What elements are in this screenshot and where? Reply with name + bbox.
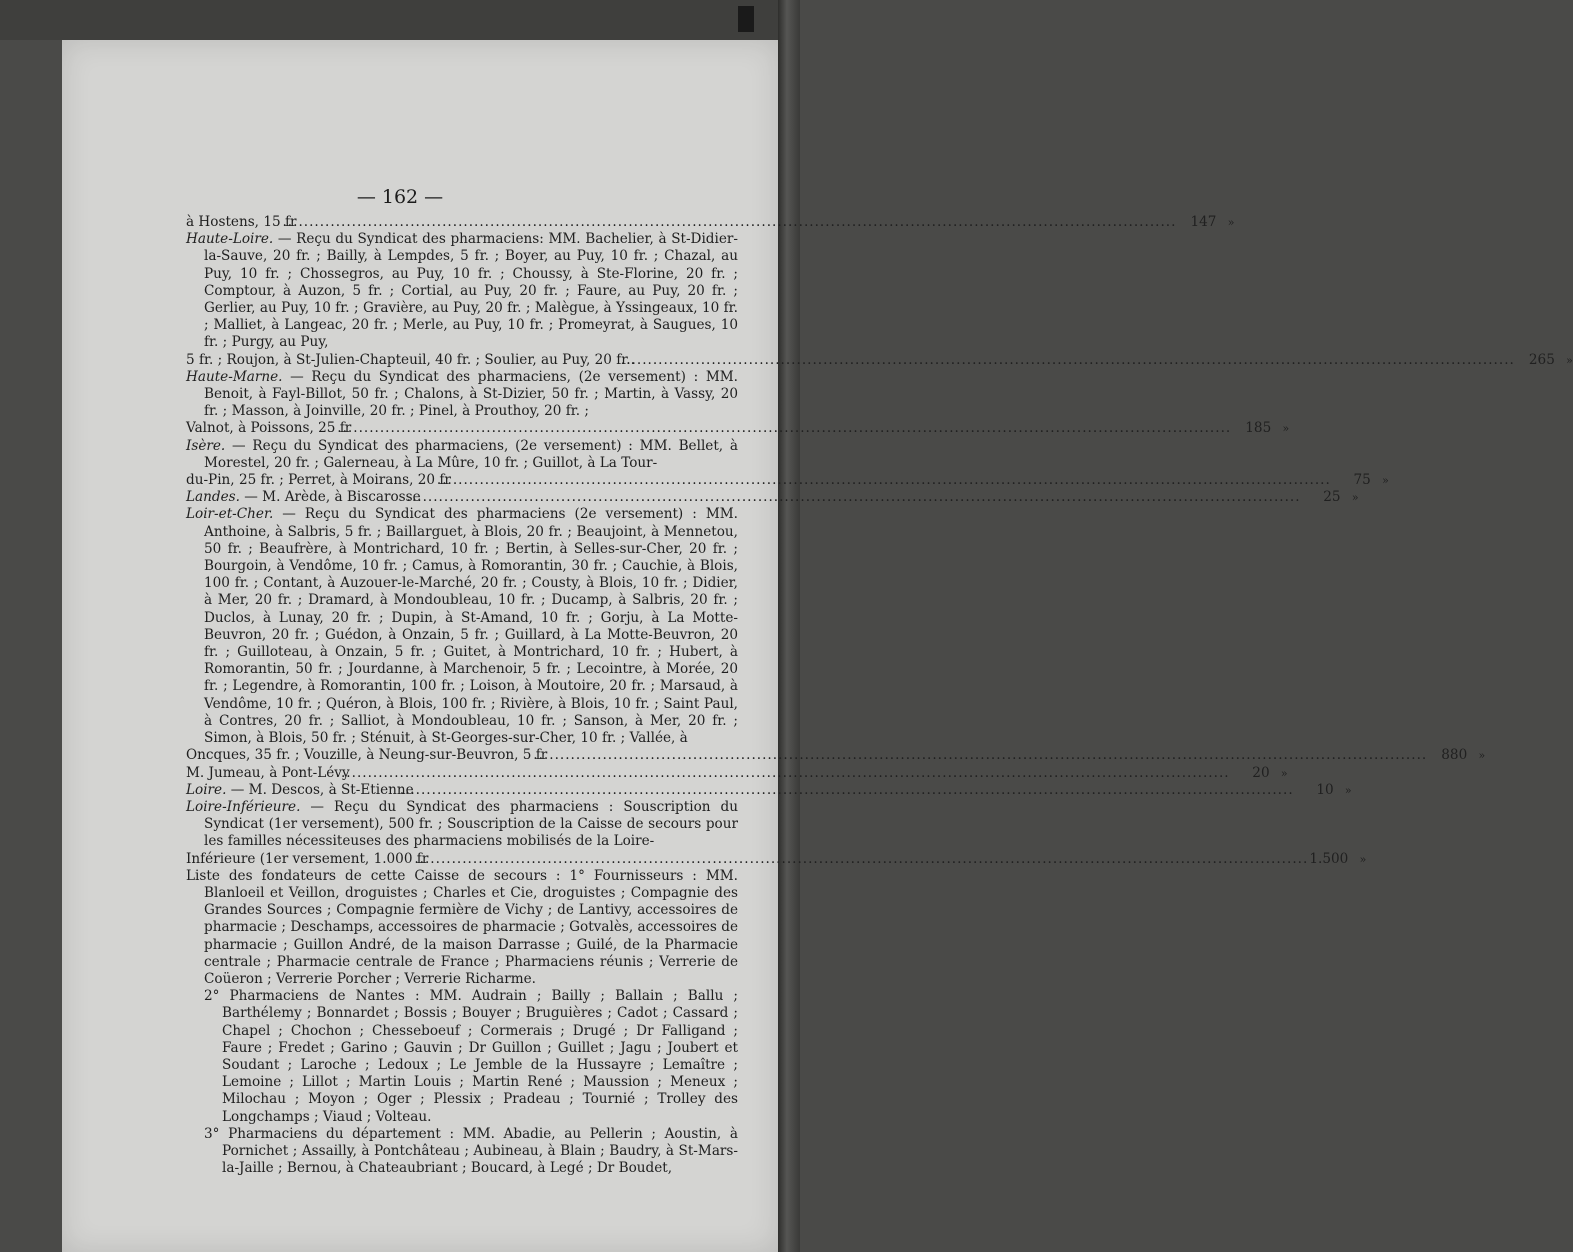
- leader-dots: [455, 472, 1331, 489]
- leader-dots: [425, 489, 1301, 506]
- entry-last-line: [186, 489, 421, 506]
- entry-loire: [186, 781, 1352, 799]
- entry-amount: 10: [1316, 781, 1334, 798]
- entry-ditto-mark: »: [1359, 852, 1367, 866]
- leader-dots: [300, 214, 1176, 231]
- entry-last-line: [186, 420, 352, 437]
- entry-ditto-mark: »: [1351, 491, 1359, 505]
- founders-departement: 3° Pharmaciens du département : MM. Abadie, au Pellerin ; Aoustin, à Pornichet ; Assailly, à Pontchâteau ; Aubineau, à Blain ; Baudry, à St-Mars-la-Jaille ; Bernou, à Chateaubriant ; Boucard, à Legé ; Dr Boudet,: [204, 1125, 738, 1177]
- entry-text: [186, 368, 738, 421]
- entry-amount: 185: [1245, 420, 1272, 437]
- entry-amount: 1.500: [1309, 850, 1349, 867]
- entry-last-text: — M. Arède, à Biscarosse: [239, 489, 421, 506]
- entry-amount: 880: [1441, 747, 1468, 764]
- entry-heading: Loire-Inférieure.: [186, 798, 301, 815]
- entry-total-line: [186, 214, 1235, 231]
- entry-last-text: Valnot, à Poissons, 25 fr: [186, 420, 352, 437]
- entry-total-line: [186, 850, 1367, 868]
- leader-dots: [418, 782, 1294, 799]
- entry-amount: 25: [1323, 489, 1341, 506]
- entry-loire-inferieure: [186, 798, 1367, 868]
- page-number: — 162 —: [356, 186, 444, 208]
- entry-text: [186, 798, 738, 851]
- leader-dots: [355, 420, 1231, 437]
- leader-dots: [639, 352, 1515, 369]
- entry-boucher: [186, 214, 1235, 231]
- entry-total-line: [186, 489, 1359, 506]
- entry-ditto-mark: »: [1478, 749, 1486, 763]
- entry-last-text: 5 fr. ; Roujon, à St-Julien-Chapteuil, 40 fr. ; Soulier, au Puy, 20 fr..: [186, 351, 635, 368]
- entry-body: — Reçu du Syndicat des pharmaciens (2e versement) : MM. Anthoine, à Salbris, 5 fr. ; Baillarguet, à Blois, 20 fr. ; Beaujoint, à Mennetou, 50 fr. ; Beaufrère, à Montrichard, 10 fr. ; Bertin, à Selles-sur-Cher, 20 fr. ; Bourgoin, à Vendôme, 10 fr. ; Camus, à Romorantin, 30 fr. ; Cauchie, à Blois, 100 fr. ; Contant, à Auzouer-le-Marché, 20 fr. ; Cousty, à Blois, 10 fr. ; Didier, à Mer, 20 fr. ; Dramard, à Mondoubleau, 10 fr. ; Ducamp, à Salbris, 20 fr. ; Duclos, à Lunay, 20 fr. ; Dupin, à St-Amand, 10 fr. ; Gorju, à La Motte-Beuvron, 20 fr. ; Guédon, à Onzain, 5 fr. ; Guillard, à La Motte-Beuvron, 20 fr. ; Guilloteau, à Onzain, 5 fr. ; Guitet, à Montrichard, 10 fr. ; Hubert, à Romorantin, 50 fr. ; Jourdanne, à Marchenoir, 5 fr. ; Lecointre, à Morée, 20 fr. ; Legendre, à Romorantin, 100 fr. ; Loison, à Moutoire, 20 fr. ; Marsaud, à Vendôme, 10 fr. ; Quéron, à Blois, 100 fr. ; Rivière, à Blois, 10 fr. ; Saint Paul, à Contres, 20 fr. ; Salliot, à Mondoubleau, 10 fr. ; Sanson, à Mer, 20 fr. ; Simon, à Blois, 50 fr. ; Sténuit, à St-Georges-sur-Cher, 10 fr. ; Vallée, à: [204, 506, 738, 747]
- entry-amount: 75: [1353, 472, 1371, 489]
- entry-body: — Reçu du Syndicat des pharmaciens, (2e versement) : MM. Benoit, à Fayl-Billot, 50 fr. ; Chalons, à St-Dizier, 50 fr. ; Martin, à Vassy, 20 fr. ; Masson, à Joinville, 20 fr. ; Pinel, à Prouthoy, 20 fr. ;: [204, 368, 738, 420]
- entry-last-line: [186, 472, 451, 489]
- entry-heading: Haute-Loire.: [186, 231, 274, 248]
- entry-isere: [186, 437, 1389, 490]
- entry-total-line: [186, 747, 1486, 764]
- subscription-list: [186, 214, 1573, 868]
- leader-dots: [551, 747, 1427, 764]
- entry-jumeau: [186, 764, 1288, 782]
- entry-ditto-mark: »: [1344, 783, 1352, 797]
- entry-amount: 147: [1190, 214, 1217, 230]
- entry-last-text: du-Pin, 25 fr. ; Perret, à Moirans, 20 fr: [186, 472, 451, 489]
- entry-last-line: [186, 747, 548, 764]
- entry-ditto-mark: »: [1282, 422, 1290, 436]
- entry-last-line: [186, 850, 429, 868]
- entry-heading: Isère.: [186, 437, 226, 454]
- entry-total-line: [186, 764, 1288, 782]
- entry-haute-loire: [186, 231, 1573, 369]
- entry-last-line: [186, 764, 350, 782]
- scan-registration-mark: [738, 6, 754, 32]
- entry-last-line: [186, 781, 414, 799]
- entry-text: [186, 506, 738, 747]
- entry-body: — Reçu du Syndicat des pharmaciens: MM. Bachelier, à St-Didier-la-Sauve, 20 fr. ; Bailly, à Lempdes, 5 fr. ; Boyer, au Puy, 10 fr. ; Chazal, au Puy, 10 fr. ; Chossegros, au Puy, 10 fr. ; Choussy, à Ste-Florine, 20 fr. ; Comptour, à Auzon, 5 fr. ; Cortial, au Puy, 20 fr. ; Faure, au Puy, 20 fr. ; Gerlier, au Puy, 10 fr. ; Gravière, au Puy, 20 fr. ; Malègue, à Yssingeaux, 10 fr. ; Malliet, à Langeac, 20 fr. ; Merle, au Puy, 10 fr. ; Promeyrat, à Saugues, 10 fr. ; Purgy, au Puy,: [204, 231, 738, 351]
- entry-loir-et-cher: [186, 506, 1486, 764]
- entry-landes: [186, 489, 1359, 506]
- entry-haute-marne: [186, 368, 1290, 438]
- entry-ditto-mark: »: [1280, 766, 1288, 780]
- entry-last-text: Inférieure (1er versement, 1.000 fr: [186, 850, 429, 867]
- entry-last-line: [186, 351, 635, 369]
- entry-ditto-mark: »: [1227, 216, 1235, 229]
- founders-nantes: 2° Pharmaciens de Nantes : MM. Audrain ; Bailly ; Ballain ; Ballu ; Barthélemy ; Bonnardet ; Bossis ; Bouyer ; Bruguières ; Cadot ; Cassard ; Chapel ; Chochon ; Chesseboeuf ; Cormerais ; Drugé ; Dr Falligand ; Faure ; Fredet ; Garino ; Gauvin ; Dr Guillon ; Guillet ; Jagu ; Joubert et Soudant ; Laroche ; Ledoux ; Le Jemble de la Hussayre ; Lemaître ; Lemoine ; Lillot ; Martin Louis ; Martin René ; Maussion ; Meneux ; Milochau ; Moyon ; Oger ; Plessix ; Pradeau ; Tournié ; Trolley des Longchamps ; Viaud ; Volteau.: [204, 988, 738, 1125]
- document-body: [186, 214, 1573, 1177]
- leader-dots: [354, 765, 1230, 782]
- entry-total-line: [186, 351, 1573, 369]
- entry-last-text: à Hostens, 15 fr: [186, 214, 297, 230]
- entry-last-text: M. Jumeau, à Pont-Lévy: [186, 764, 350, 781]
- entry-heading: Landes.: [186, 489, 240, 506]
- entry-body: — Reçu du Syndicat des pharmaciens : Souscription du Syndicat (1er versement), 500 fr. ; Souscription de la Caisse de secours pour les familles nécessiteuses des pharmaciens mobilisés de la Loire-: [204, 798, 738, 850]
- founders-intro: Liste des fondateurs de cette Caisse de secours : 1° Fournisseurs : MM. Blanloeil et Veillon, droguistes ; Charles et Cie, droguistes ; Compagnie des Grandes Sources ; Compagnie fermière de Vichy ; de Lantivy, accessoires de pharmacie ; Deschamps, accessoires de pharmacie ; Gotvalès, accessoires de pharmacie ; Guillon André, de la maison Darrasse ; Guilé, de la Pharmacie centrale ; Pharmacie centrale de France ; Pharmaciens réunis ; Verrerie de Coüeron ; Verrerie Porcher ; Verrerie Richarme.: [186, 867, 738, 987]
- entry-total-line: [186, 781, 1352, 799]
- entry-heading: Haute-Marne.: [186, 368, 283, 385]
- entry-amount: 265: [1528, 351, 1555, 368]
- entry-text: [186, 437, 738, 472]
- scan-border-top: [0, 0, 800, 40]
- entry-last-text: Oncques, 35 fr. ; Vouzille, à Neung-sur-Beuvron, 5 fr: [186, 747, 548, 764]
- entry-ditto-mark: »: [1382, 474, 1389, 488]
- entry-body: — Reçu du Syndicat des pharmaciens, (2e versement) : MM. Bellet, à Morestel, 20 fr. ; Galerneau, à La Mûre, 10 fr. ; Guillot, à La Tour-: [204, 437, 738, 471]
- entry-total-line: [186, 472, 1389, 489]
- entry-total-line: [186, 420, 1290, 437]
- entry-ditto-mark: »: [1566, 353, 1573, 367]
- entry-heading: Loire.: [186, 781, 227, 798]
- entry-amount: 20: [1252, 764, 1270, 781]
- leader-dots: [432, 851, 1308, 868]
- entry-heading: Loir-et-Cher.: [186, 506, 274, 523]
- entry-last-text: — M. Descos, à St-Etienne: [226, 781, 414, 798]
- entry-text: [186, 231, 738, 351]
